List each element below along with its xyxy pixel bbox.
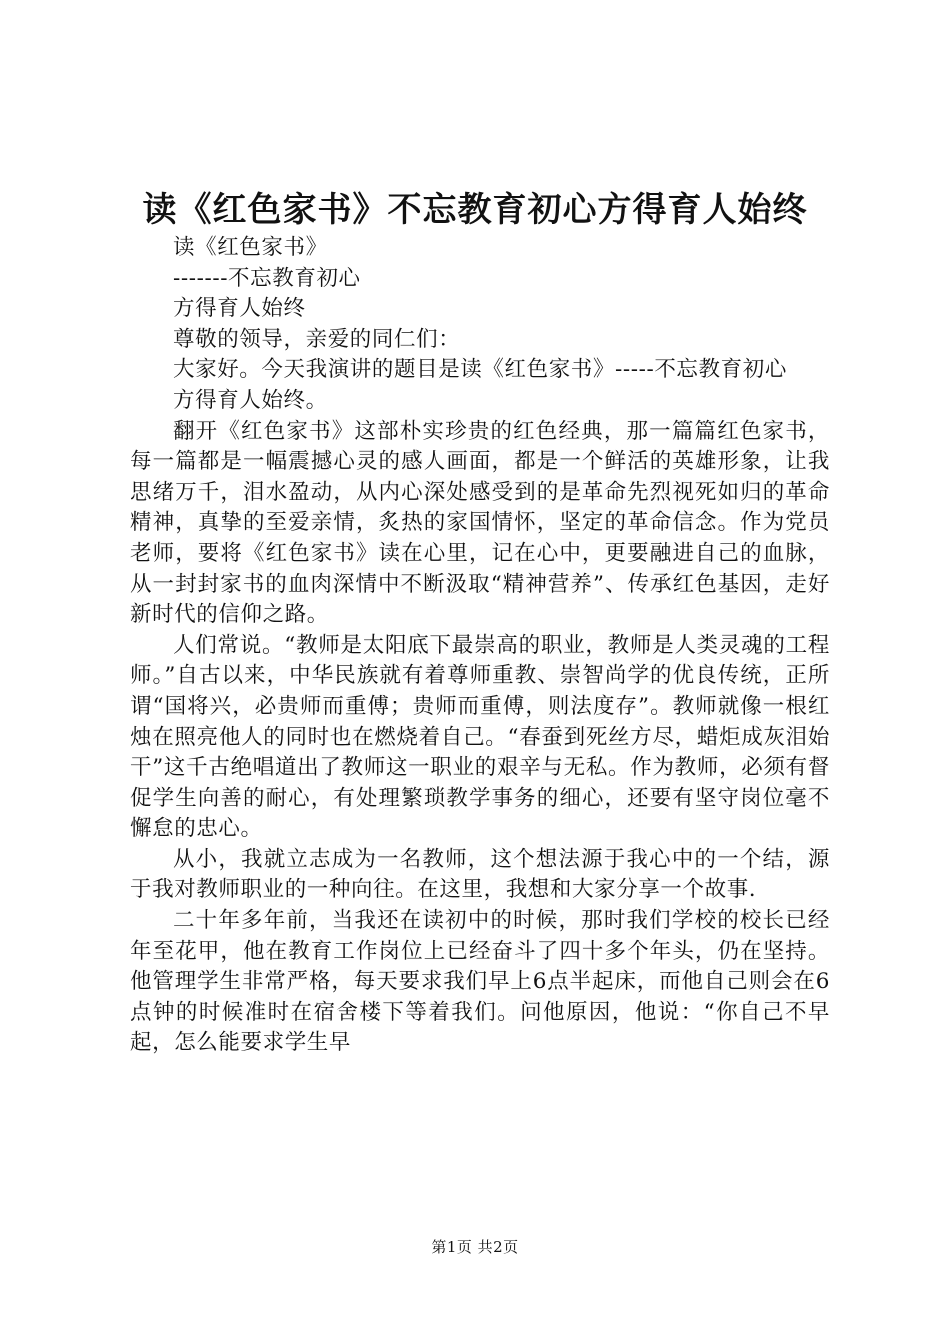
page-number-footer: 第1页 共2页 bbox=[431, 1238, 519, 1256]
paragraph-body-1: 翻开《红色家书》这部朴实珍贵的红色经典，那一篇篇红色家书，每一篇都是一幅震撼心灵的感人画面，都是一个鲜活的英雄形象，让我思绪万千，泪水盈动，从内心深处感受到的是革命先烈视死如归的革命精神，真挚的至爱亲情，炙热的家国情怀，坚定的革命信念。作为党员老师，要将《红色家书》读在心里，记在心中，更要融进自己的血脉，从一封封家书的血肉深情中不断汲取“精神营养”、传承红色基因，走好新时代的信仰之路。 bbox=[130, 418, 830, 628]
document-title: 读《红色家书》不忘教育初心方得育人始终 bbox=[142, 190, 808, 230]
paragraph-body-3: 从小，我就立志成为一名教师，这个想法源于我心中的一个结，源于我对教师职业的一种向往。在这里，我想和大家分享一个故事. bbox=[130, 846, 830, 903]
paragraph-body-2: 人们常说。“教师是太阳底下最崇高的职业，教师是人类灵魂的工程师。”自古以来，中华民族就有着尊师重教、崇智尚学的优良传统，正所谓“国将兴，必贵师而重傅；贵师而重傅，则法度存”。教师就像一根红烛在照亮他人的同时也在燃烧着自己。“春蚕到死丝方尽，蜡炬成灰泪始干”这千古绝唱道出了教师这一职业的艰辛与无私。作为教师，必须有督促学生向善的耐心，有处理繁琐教学事务的细心，还要有坚守岗位毫不懈怠的忠心。 bbox=[130, 632, 830, 842]
paragraph-body-4: 二十年多年前，当我还在读初中的时候，那时我们学校的校长已经年至花甲，他在教育工作岗位上已经奋斗了四十多个年头，仍在坚持。他管理学生非常严格，每天要求我们早上6点半起床，而他自己则会在6点钟的时候准时在宿舍楼下等着我们。问他原因，他说：“你自己不早起，怎么能要求学生早 bbox=[130, 908, 830, 1056]
paragraph-heading-line-2: -------不忘教育初心 bbox=[173, 265, 361, 291]
paragraph-heading-line-3: 方得育人始终 bbox=[173, 296, 306, 322]
paragraph-greeting: 大家好。今天我演讲的题目是读《红色家书》-----不忘教育初心 bbox=[173, 357, 787, 383]
document-body bbox=[130, 233, 830, 1059]
paragraph-salutation: 尊敬的领导，亲爱的同仁们： bbox=[173, 326, 461, 352]
paragraph-heading-line-1: 读《红色家书》 bbox=[173, 235, 328, 260]
paragraph-greeting-cont: 方得育人始终。 bbox=[173, 387, 328, 413]
